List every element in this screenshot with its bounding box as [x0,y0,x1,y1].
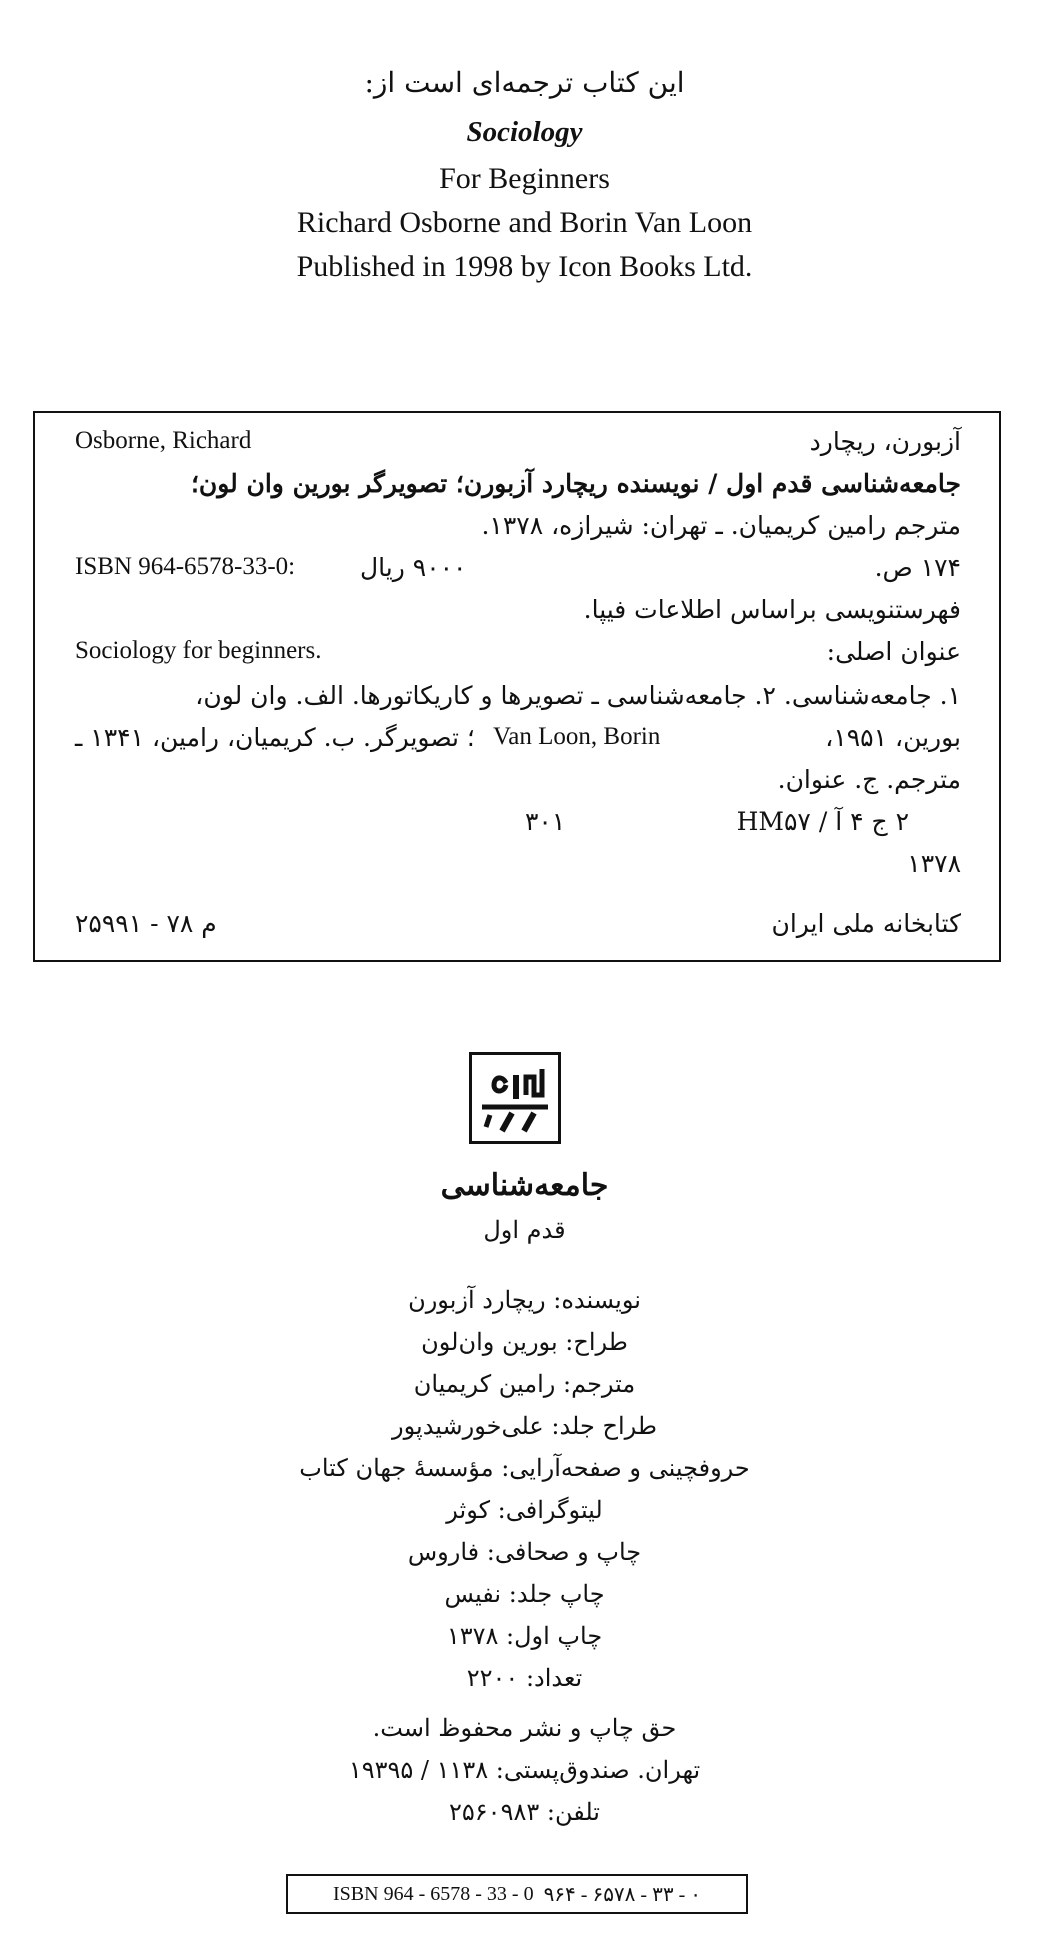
cip-author-fa: آزبورن، ریچارد [809,427,961,456]
isbn-persian: ۹۶۴ - ۶۵۷۸ - ۳۳ - ۰ [543,1883,701,1906]
cip-box [33,411,1001,962]
cip-original-title-label: عنوان اصلی: [826,637,961,666]
credit-author: نویسنده: ریچارد آزبورن [408,1286,641,1314]
original-title: Sociology [466,116,583,148]
credits-subtitle: قدم اول [483,1216,566,1244]
cip-subjects-line-2-left: ؛ تصویرگر. ب. کریمیان، رامین، ۱۳۴۱ ـ [75,723,475,752]
credit-cover-printing: چاپ جلد: نفیس [444,1580,605,1608]
credit-typesetting: حروفچینی و صفحه‌آرایی: مؤسسهٔ جهان کتاب [299,1454,750,1482]
cip-fipa: فهرستنویسی براساس اطلاعات فیپا. [583,595,961,624]
publisher-logo-mark [472,1055,558,1141]
cip-subjects-line-3: مترجم. ج. عنوان. [777,765,961,794]
credit-po-box: تهران. صندوق‌پستی: ۱۱۳۸ / ۱۹۳۹۵ [348,1756,701,1784]
credit-copyright: حق چاپ و نشر محفوظ است. [372,1714,677,1742]
cip-original-title-en: Sociology for beginners. [75,637,322,664]
credit-phone: تلفن: ۲۵۶۰۹۸۳ [449,1798,600,1826]
isbn-latin: ISBN 964 - 6578 - 33 - 0 [333,1882,534,1905]
original-authors: Richard Osborne and Borin Van Loon [296,206,753,239]
original-publisher: Published in 1998 by Icon Books Ltd. [296,250,753,283]
credit-printing: چاپ و صحافی: فاروس [407,1538,642,1566]
credit-illustrator: طراح: بورین وان‌لون [421,1328,628,1356]
cip-year: ۱۳۷۸ [907,849,961,878]
credits-title: جامعه‌شناسی [440,1168,609,1203]
cip-dewey: ۳۰۱ [525,807,566,836]
cip-library: کتابخانه ملی ایران [771,909,961,938]
credit-translator: مترجم: رامین کریمیان [413,1370,636,1398]
cip-price: ۹۰۰۰ ریال [360,553,467,582]
original-subtitle: For Beginners [439,162,610,195]
cip-subjects-line-2-right: بورین، ۱۹۵۱، [825,723,961,752]
cip-translator-line: مترجم رامین کریمیان. ـ تهران: شیرازه، ۱۳۷۸. [481,511,961,540]
credit-lithography: لیتوگرافی: کوثر [446,1496,603,1524]
credit-first-edition: چاپ اول: ۱۳۷۸ [446,1622,603,1650]
cip-subjects-line-1: ۱. جامعه‌شناسی. ۲. جامعه‌شناسی ـ تصویرها و کاریکاتورها. الف. وان لون، [195,681,961,710]
cip-library-number: م ۷۸ - ۲۵۹۹۱ [75,909,217,938]
cip-pages: ۱۷۴ ص. [874,553,961,582]
cip-title-line: جامعه‌شناسی قدم اول / نویسنده ریچارد آزبورن؛ تصویرگر بورین وان لون؛ [190,469,961,498]
credit-cover-designer: طراح جلد: علی‌خورشیدپور [392,1412,657,1440]
isbn-box [286,1874,748,1914]
cip-author-en: Osborne, Richard [75,427,252,454]
cip-isbn: ISBN 964-6578-33-0: [75,553,296,580]
credit-print-run: تعداد: ۲۲۰۰ [466,1664,583,1692]
original-intro: این کتاب ترجمه‌ای است از: [364,66,685,99]
cip-call-number: ۲ ج ۴ آ / HM۵۷ [736,807,909,836]
publisher-logo [469,1052,561,1144]
cip-subjects-line-2-en: Van Loon, Borin [493,723,661,750]
